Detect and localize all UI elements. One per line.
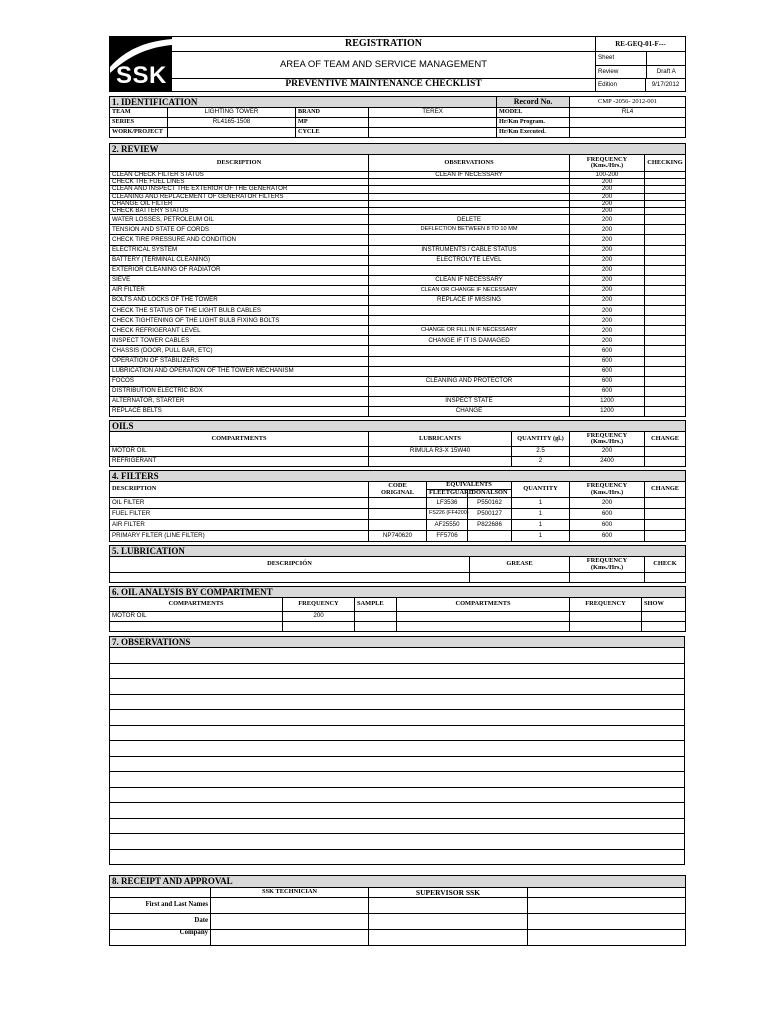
oil-compartment: MOTOR OIL [110, 447, 369, 457]
review-observation: CLEANING AND PROTECTOR [369, 376, 570, 386]
review-row [110, 366, 686, 376]
filter-fleetguard: FF5706 [427, 531, 468, 542]
review-row [110, 295, 686, 305]
analysis-col-show: SHOW [642, 598, 686, 612]
oils-row [110, 447, 686, 457]
filters-title: 4. FILTERS [110, 471, 686, 482]
oils-title: OILS [110, 421, 686, 432]
filter-change-cell[interactable] [645, 509, 686, 520]
filters-col-equivalents: EQUIVALENTS [427, 482, 512, 490]
review-checking-cell[interactable] [645, 407, 686, 417]
review-checking-cell[interactable] [645, 336, 686, 346]
review-checking-cell[interactable] [645, 265, 686, 275]
filter-quantity: 1 [512, 520, 570, 531]
program-value [570, 118, 686, 128]
technician-name-field[interactable] [211, 898, 369, 914]
review-title: 2. REVIEW [110, 144, 686, 155]
observation-line-cell[interactable] [110, 694, 685, 710]
review-observation [369, 200, 570, 207]
review-description: WATER LOSSES, PETROLEUM OIL [110, 215, 369, 225]
observation-line[interactable] [110, 772, 685, 788]
observation-lines [110, 648, 685, 865]
review-description: CHANGE OIL FILTER [110, 200, 369, 207]
date-label: Date [110, 914, 211, 930]
review-row [110, 285, 686, 295]
observation-line[interactable] [110, 834, 685, 850]
analysis-row [110, 612, 686, 622]
review-observation [369, 179, 570, 186]
company-label: Company [110, 930, 211, 946]
review-checking-cell[interactable] [645, 172, 686, 179]
executed-value [570, 128, 686, 138]
filter-row [110, 520, 686, 531]
series-value: RL4165-1508 [168, 118, 296, 128]
cycle-label: CYCLE [296, 128, 369, 138]
lubrication-col-description: DESCRIPCIÓN [110, 557, 470, 573]
review-checking-cell[interactable] [645, 255, 686, 265]
review-row [110, 396, 686, 406]
filters-col-description: DESCRIPTION [110, 482, 369, 498]
observation-line-cell[interactable] [110, 741, 685, 757]
observation-line[interactable] [110, 694, 685, 710]
observations-table [109, 636, 685, 865]
work-value [168, 128, 296, 138]
program-label: Hr/Km Program. [497, 118, 570, 128]
review-frequency: 600 [570, 386, 645, 396]
cycle-value [369, 128, 497, 138]
review-frequency: 200 [570, 225, 645, 235]
brand-label: BRAND [296, 108, 369, 118]
review-row [110, 215, 686, 225]
observation-line-cell[interactable] [110, 710, 685, 726]
review-checking-cell[interactable] [645, 225, 686, 235]
filters-table [109, 470, 686, 542]
review-description: CLEANING AND REPLACEMENT OF GENERATOR FILTERS [110, 193, 369, 200]
review-checking-cell[interactable] [645, 356, 686, 366]
oil-frequency: 200 [570, 447, 645, 457]
observation-line[interactable] [110, 663, 685, 679]
review-frequency: 200 [570, 235, 645, 245]
record-label: Record No. [497, 97, 570, 108]
work-label: WORK/PROJECT [110, 128, 168, 138]
review-observation: INSTRUMENTS / CABLE STATUS [369, 245, 570, 255]
oils-row [110, 457, 686, 467]
review-observation [369, 186, 570, 193]
review-description: BATTERY (TERMINAL CLEANING) [110, 255, 369, 265]
lubrication-row [110, 573, 686, 583]
review-observation [369, 346, 570, 356]
review-description: OPERATION OF STABILIZERS [110, 356, 369, 366]
review-description: ELECTRICAL SYSTEM [110, 245, 369, 255]
review-row [110, 386, 686, 396]
review-row [110, 193, 686, 200]
oil-quantity: 2.5 [512, 447, 570, 457]
oil-frequency: 2400 [570, 457, 645, 467]
model-label: MODEL [497, 108, 570, 118]
review-description: ALTERNATOR, STARTER [110, 396, 369, 406]
filters-col-change: CHANGE [645, 482, 686, 498]
review-checking-cell[interactable] [645, 179, 686, 186]
executed-label: Hr/Km Executed. [497, 128, 570, 138]
review-checking-cell[interactable] [645, 245, 686, 255]
review-frequency: 1200 [570, 396, 645, 406]
filter-change-cell[interactable] [645, 531, 686, 542]
observation-line-cell[interactable] [110, 818, 685, 834]
supervisor-name-field[interactable] [369, 898, 528, 914]
review-table [109, 143, 686, 417]
review-row [110, 235, 686, 245]
filter-fleetguard: FS226 (FF4200) [427, 509, 468, 520]
review-row [110, 275, 686, 285]
review-observation: CLEAN IF NECESSARY [369, 172, 570, 179]
review-observation: CHANGE [369, 407, 570, 417]
filter-row [110, 498, 686, 509]
review-description: CHASSIS (DOOR, PULL BAR, ETC) [110, 346, 369, 356]
review-row [110, 265, 686, 275]
review-observation [369, 366, 570, 376]
review-row [110, 376, 686, 386]
oils-table [109, 420, 686, 467]
review-observation: REPLACE IF MISSING [369, 295, 570, 305]
review-description: CHECK TIGHTENING OF THE LIGHT BULB FIXING BOLTS [110, 316, 369, 326]
review-checking-cell[interactable] [645, 306, 686, 316]
supervisor-company-field[interactable] [369, 930, 528, 946]
lubrication-table [109, 545, 686, 583]
filter-original-code [369, 509, 427, 520]
review-row [110, 245, 686, 255]
review-row [110, 225, 686, 235]
review-frequency: 600 [570, 366, 645, 376]
filter-row [110, 531, 686, 542]
filter-change-cell[interactable] [645, 498, 686, 509]
lubrication-col-check: CHECK [645, 557, 686, 573]
review-frequency: 200 [570, 285, 645, 295]
analysis-frequency: 200 [283, 612, 355, 622]
review-observation: CHANGE OR FILL IN IF NECESSARY [369, 326, 570, 336]
filter-frequency: 600 [570, 509, 645, 520]
filters-col-code: CODE ORIGINAL [369, 482, 427, 498]
review-frequency: 200 [570, 186, 645, 193]
oil-lubricant [369, 457, 512, 467]
review-observation: CHANGE IF IT IS DAMAGED [369, 336, 570, 346]
review-row [110, 306, 686, 316]
review-checking-cell[interactable] [645, 346, 686, 356]
filter-fleetguard: AF25550 [427, 520, 468, 531]
lubrication-col-grease: GREASE [470, 557, 570, 573]
filter-quantity: 1 [512, 498, 570, 509]
filter-description: AIR FILTER [110, 520, 369, 531]
review-row [110, 316, 686, 326]
series-label: SERIES [110, 118, 168, 128]
review-checking-cell[interactable] [645, 316, 686, 326]
team-value: LIGHTING TOWER [168, 108, 296, 118]
review-description: CHECK THE STATUS OF THE LIGHT BULB CABLES [110, 306, 369, 316]
filters-rows [110, 498, 686, 542]
observation-line-cell[interactable] [110, 756, 685, 772]
observation-line-cell[interactable] [110, 663, 685, 679]
analysis-col-frequency-2: FREQUENCY [570, 598, 642, 612]
observation-line[interactable] [110, 679, 685, 695]
header-table [109, 36, 686, 92]
analysis-compartment: MOTOR OIL [110, 612, 283, 622]
review-observation: ELECTROLYTE LEVEL [369, 255, 570, 265]
receipt-title: 8. RECEIPT AND APPROVAL [110, 876, 686, 888]
company-logo [110, 37, 172, 92]
oils-col-compartments: COMPARTMENTS [110, 432, 369, 447]
observation-line-cell[interactable] [110, 648, 685, 664]
edition-label: Edition [596, 79, 646, 92]
observation-line[interactable] [110, 741, 685, 757]
review-frequency: 200 [570, 336, 645, 346]
sheet-label: Sheet [596, 52, 646, 65]
filter-quantity: 1 [512, 509, 570, 520]
review-description: CHECK BATTERY STATUS [110, 208, 369, 215]
filter-donalson: P550162 [468, 498, 512, 509]
review-row [110, 200, 686, 207]
review-checking-cell[interactable] [645, 193, 686, 200]
oil-lubricant: RIMULA R3-X 15W40 [369, 447, 512, 457]
observation-line-cell[interactable] [110, 849, 685, 865]
review-observation [369, 316, 570, 326]
area-title: AREA OF TEAM AND SERVICE MANAGEMENT [172, 52, 596, 79]
filter-original-code: NP740620 [369, 531, 427, 542]
review-description: SIEVE [110, 275, 369, 285]
review-observation: INSPECT STATE [369, 396, 570, 406]
analysis-col-compartments: COMPARTMENTS [110, 598, 283, 612]
registration-title: REGISTRATION [172, 37, 596, 52]
review-description: CHECK TIRE PRESSURE AND CONDITION [110, 235, 369, 245]
observation-line[interactable] [110, 710, 685, 726]
review-row [110, 172, 686, 179]
review-description: LUBRICATION AND OPERATION OF THE TOWER MECHANISM [110, 366, 369, 376]
oils-col-quantity: QUANTITY (gl.) [512, 432, 570, 447]
review-observation: CLEAN OR CHANGE IF NECESSARY [369, 285, 570, 295]
oils-rows [110, 447, 686, 467]
review-observation [369, 386, 570, 396]
review-description: FOCOS [110, 376, 369, 386]
observation-line-cell[interactable] [110, 725, 685, 741]
filters-col-quantity: QUANTITY [512, 482, 570, 498]
review-row [110, 356, 686, 366]
review-checking-cell[interactable] [645, 235, 686, 245]
oils-col-frequency: FREQUENCY (Kms./Hrs.) [570, 432, 645, 447]
review-observation: CLEAN IF NECESSARY [369, 275, 570, 285]
filter-description: OIL FILTER [110, 498, 369, 509]
review-frequency: 200 [570, 193, 645, 200]
review-frequency: 200 [570, 316, 645, 326]
analysis-col-sample: SAMPLE [355, 598, 397, 612]
review-row [110, 326, 686, 336]
review-checking-cell[interactable] [645, 208, 686, 215]
oil-analysis-title: 6. OIL ANALYSIS BY COMPARTMENT [110, 587, 686, 598]
review-frequency: 200 [570, 275, 645, 285]
review-frequency: 200 [570, 245, 645, 255]
supervisor-label: SUPERVISOR SSK [369, 888, 528, 898]
observation-line-cell[interactable] [110, 772, 685, 788]
review-checking-cell[interactable] [645, 376, 686, 386]
review-description: CLEAN CHECK FILTER STATUS [110, 172, 369, 179]
filter-description: PRIMARY FILTER (LINE FILTER) [110, 531, 369, 542]
team-label: TEAM [110, 108, 168, 118]
review-description: TENSION AND STATE OF CORDS [110, 225, 369, 235]
model-value: RL4 [570, 108, 686, 118]
review-col-checking: CHECKING [645, 155, 686, 172]
observation-line-cell[interactable] [110, 803, 685, 819]
review-row [110, 407, 686, 417]
review-description: INSPECT TOWER CABLES [110, 336, 369, 346]
filter-original-code [369, 520, 427, 531]
filter-donalson: P822686 [468, 520, 512, 531]
observation-line-cell[interactable] [110, 834, 685, 850]
review-frequency: 200 [570, 255, 645, 265]
lubrication-col-frequency: FREQUENCY (Kms./Hrs.) [570, 557, 645, 573]
logo-text: SSK [116, 62, 167, 89]
filter-change-cell[interactable] [645, 520, 686, 531]
brand-value: TEREX [369, 108, 497, 118]
review-frequency: 200 [570, 326, 645, 336]
review-rows [110, 172, 686, 417]
review-frequency: 600 [570, 376, 645, 386]
oil-analysis-table [109, 586, 686, 632]
filter-frequency: 200 [570, 498, 645, 509]
oil-change-cell[interactable] [645, 447, 686, 457]
filter-donalson [468, 531, 512, 542]
review-value: Draft A [646, 65, 686, 78]
observation-line[interactable] [110, 849, 685, 865]
review-frequency: 600 [570, 346, 645, 356]
analysis-col-compartments-2: COMPARTMENTS [397, 598, 570, 612]
review-col-observations: OBSERVATIONS [369, 155, 570, 172]
review-checking-cell[interactable] [645, 295, 686, 305]
review-description: EXTERIOR CLEANING OF RADIATOR [110, 265, 369, 275]
filter-original-code [369, 498, 427, 509]
checklist-title: PREVENTIVE MAINTENANCE CHECKLIST [172, 79, 596, 92]
review-description: CHECK THE FUEL LINES [110, 179, 369, 186]
filter-quantity: 1 [512, 531, 570, 542]
review-observation [369, 193, 570, 200]
observation-line[interactable] [110, 787, 685, 803]
observation-line-cell[interactable] [110, 679, 685, 695]
header-meta [596, 52, 686, 78]
review-description: DISTRIBUTION ELECTRIC BOX [110, 386, 369, 396]
review-observation: DEFLECTION BETWEEN 8 TO 10 MM [369, 225, 570, 235]
filters-col-frequency: FREQUENCY (Kms./Hrs.) [570, 482, 645, 498]
observation-line[interactable] [110, 648, 685, 664]
receipt-table [109, 875, 686, 946]
technician-label: SSK TECHNICIAN [211, 888, 369, 898]
review-frequency: 200 [570, 295, 645, 305]
review-observation [369, 356, 570, 366]
filter-donalson: P500127 [468, 509, 512, 520]
sheet-value [646, 52, 686, 65]
review-description: BOLTS AND LOCKS OF THE TOWER [110, 295, 369, 305]
review-frequency: 200 [570, 208, 645, 215]
filters-col-fleetguard: FLEETGUARD [427, 490, 468, 498]
review-description: CHECK REFRIGERANT LEVEL [110, 326, 369, 336]
analysis-col-frequency: FREQUENCY [283, 598, 355, 612]
review-checking-cell[interactable] [645, 200, 686, 207]
maintenance-checklist-sheet [109, 36, 685, 946]
identification-title: 1. IDENTIFICATION [110, 97, 497, 108]
review-frequency: 200 [570, 200, 645, 207]
technician-date-field[interactable] [211, 914, 369, 930]
lubrication-title: 5. LUBRICATION [110, 546, 686, 557]
review-observation: DELETE [369, 215, 570, 225]
review-row [110, 208, 686, 215]
oils-col-lubricants: LUBRICANTS [369, 432, 512, 447]
review-frequency: 200 [570, 265, 645, 275]
review-checking-cell[interactable] [645, 285, 686, 295]
review-checking-cell[interactable] [645, 386, 686, 396]
review-checking-cell[interactable] [645, 186, 686, 193]
filters-col-donalson: DONALSON [468, 490, 512, 498]
review-description: REPLACE BELTS [110, 407, 369, 417]
mp-label: MP [296, 118, 369, 128]
filter-description: FUEL FILTER [110, 509, 369, 520]
review-checking-cell[interactable] [645, 366, 686, 376]
review-checking-cell[interactable] [645, 275, 686, 285]
review-description: CLEAN AND INSPECT THE EXTERIOR OF THE GENERATOR [110, 186, 369, 193]
review-col-description: DESCRIPTION [110, 155, 369, 172]
oil-quantity: 2 [512, 457, 570, 467]
review-col-frequency: FREQUENCY (Kms./Hrs.) [570, 155, 645, 172]
oil-compartment: REFRIGERANT [110, 457, 369, 467]
review-observation [369, 235, 570, 245]
review-row [110, 336, 686, 346]
review-frequency: 100-200 [570, 172, 645, 179]
identification-table [109, 96, 686, 138]
oils-col-change: CHANGE [645, 432, 686, 447]
review-checking-cell[interactable] [645, 326, 686, 336]
review-observation [369, 306, 570, 316]
oil-change-cell[interactable] [645, 457, 686, 467]
edition-value: 9/17/2012 [646, 79, 686, 92]
review-description: AIR FILTER [110, 285, 369, 295]
filter-frequency: 600 [570, 531, 645, 542]
filter-fleetguard: LF3536 [427, 498, 468, 509]
names-label: First and Last Names [110, 898, 211, 914]
observation-line[interactable] [110, 803, 685, 819]
observation-line[interactable] [110, 725, 685, 741]
review-checking-cell[interactable] [645, 396, 686, 406]
review-frequency: 1200 [570, 407, 645, 417]
review-frequency: 200 [570, 215, 645, 225]
review-row [110, 346, 686, 356]
review-row [110, 255, 686, 265]
review-frequency: 200 [570, 306, 645, 316]
review-observation [369, 208, 570, 215]
review-checking-cell[interactable] [645, 215, 686, 225]
observation-line[interactable] [110, 818, 685, 834]
observation-line[interactable] [110, 756, 685, 772]
observation-line-cell[interactable] [110, 787, 685, 803]
filter-row [110, 509, 686, 520]
technician-company-field[interactable] [211, 930, 369, 946]
mp-value [369, 118, 497, 128]
document-code: RE-GEQ-01-F--- [596, 37, 686, 52]
review-label: Review [596, 65, 646, 78]
record-value: CMP -2056- 2012-001 [570, 97, 686, 108]
supervisor-date-field[interactable] [369, 914, 528, 930]
review-observation [369, 265, 570, 275]
review-frequency: 600 [570, 356, 645, 366]
filter-frequency: 600 [570, 520, 645, 531]
observations-title: 7. OBSERVATIONS [110, 637, 685, 648]
review-frequency: 200 [570, 179, 645, 186]
